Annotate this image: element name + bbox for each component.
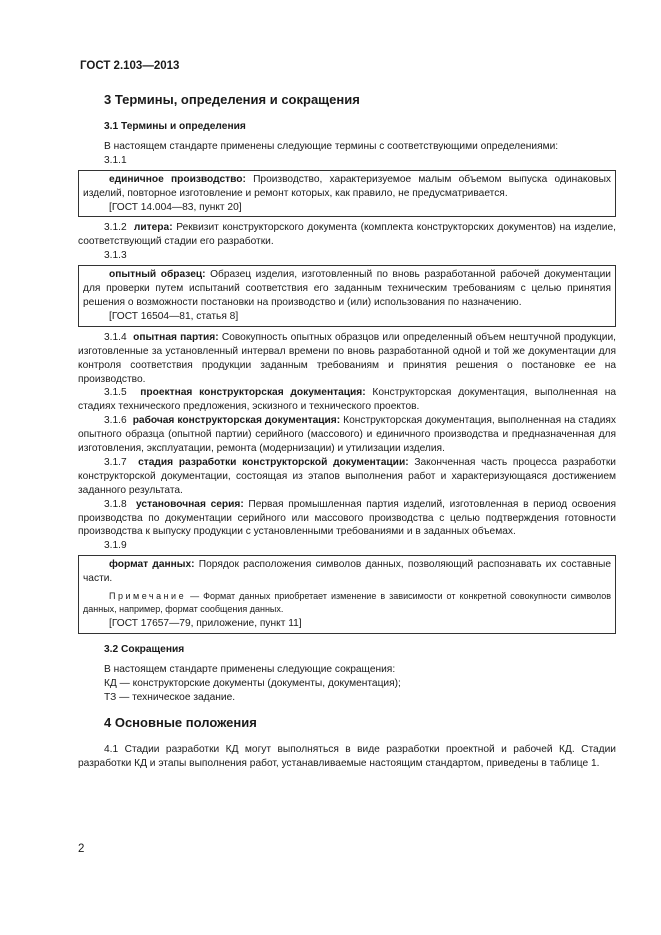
- term-3-1-2-paragraph: [78, 221, 616, 249]
- term-3-1-7-definition: Законченная часть процесса разработки конструкторской документации, состоящая из этапов выполнения работ и характеризующаяся достижением заданного результата.: [78, 456, 616, 496]
- term-3-1-8-paragraph: [78, 498, 616, 540]
- term-3-1-5-paragraph: [78, 386, 616, 414]
- term-3-1-8-definition: Первая промышленная партия изделий, изготовленная в период освоения производства по документации серийного или массового производства с целью подтверждения готовности производства к выпуску продукции с установленными требованиями и в заданных объемах.: [78, 498, 616, 538]
- term-3-1-9-paragraph: [83, 558, 611, 586]
- term-3-1-8-term: установочная серия:: [136, 498, 244, 510]
- term-3-1-3-paragraph: [83, 268, 611, 310]
- term-3-1-3-source: [ГОСТ 16504—81, статья 8]: [109, 310, 239, 322]
- term-3-1-5-definition: Конструкторская документация, выполненная на стадиях технического предложения, эскизного и технического проектов.: [78, 387, 616, 413]
- section-3-title: 3 Термины, определения и сокращения: [104, 92, 360, 107]
- term-3-1-2-definition: Реквизит конструкторского документа (комплекта конструкторских документов) на изделие, соответствующий стадии его разработки.: [78, 222, 616, 248]
- term-3-1-6-number: 3.1.6: [104, 415, 127, 427]
- term-3-1-1-paragraph: [83, 173, 611, 201]
- term-3-1-1-term: единичное производство:: [109, 173, 246, 185]
- term-3-1-1-box: [78, 170, 616, 218]
- term-3-1-2-term: литера:: [133, 222, 173, 234]
- section-3-2-title: 3.2 Сокращения: [104, 644, 185, 655]
- term-3-1-6-term: рабочая конструкторская документация:: [132, 415, 341, 427]
- term-3-1-6-definition: Конструкторская документация, выполненная на стадиях опытного образца (опытной партии) серийного (массового) и единичного производства и предназначенная для изготовления, эксплуатации, ремонта (модернизации) и утилизации изделия.: [78, 415, 616, 455]
- term-3-1-9-definition: Порядок расположения символов данных, позволяющий распознавать их составные части.: [83, 559, 611, 585]
- section-3-1-intro: В настоящем стандарте применены следующие термины с соответствующими определениями:: [104, 140, 559, 152]
- term-3-1-4-number: 3.1.4: [104, 331, 127, 343]
- document-header: ГОСТ 2.103—2013: [80, 60, 180, 72]
- abbreviation-tz: ТЗ — техническое задание.: [104, 691, 236, 703]
- term-3-1-9-source: [ГОСТ 17657—79, приложение, пункт 11]: [109, 618, 302, 630]
- term-3-1-9-note-text: — Формат данных приобретает изменение в зависимости от конкретной совокупности символов данных, например, формат сообщения данных.: [83, 591, 611, 614]
- page-content: [78, 92, 616, 770]
- term-3-1-4-definition: Совокупность опытных образцов или определенный объем нештучной продукции, изготовленные за установленный интервал времени по вновь разработанной одной и той же документации для контроля соответствия продукции заданным требованиям и принятия решения о постановке ее на производство.: [78, 331, 617, 385]
- term-3-1-1-definition: Производство, характеризуемое малым объемом выпуска одинаковых изделий, повторное изготовление и ремонт которых, как правило, не предусматривается.: [83, 173, 611, 199]
- term-3-1-9-number: 3.1.9: [104, 540, 127, 552]
- page-number: 2: [78, 843, 85, 855]
- term-3-1-9-box: [78, 555, 616, 634]
- term-3-1-4-term: опытная партия:: [133, 331, 219, 343]
- term-3-1-8-number: 3.1.8: [104, 498, 127, 510]
- term-3-1-3-box: [78, 265, 616, 327]
- term-3-1-1-number: 3.1.1: [104, 154, 127, 166]
- term-3-1-1-source: [ГОСТ 14.004—83, пункт 20]: [109, 201, 242, 213]
- term-3-1-7-paragraph: [78, 456, 616, 498]
- abbreviation-kd: КД — конструкторские документы (документы, документация);: [104, 677, 401, 689]
- section-3-1-title: 3.1 Термины и определения: [104, 121, 246, 132]
- term-3-1-4-paragraph: [78, 331, 616, 387]
- term-3-1-9-note-label: Примечание: [109, 591, 187, 602]
- term-3-1-3-definition: Образец изделия, изготовленный по вновь разработанной рабочей документации для проверки путем испытаний соответствия его заданным техническим требованиям с целью принятия решения о возможности постановки на производство и (или) использования по назначению.: [83, 269, 611, 308]
- section-4-1-paragraph: 4.1 Стадии разработки КД могут выполняться в виде разработки проектной и рабочей КД. Стадии разработки КД и этапы выполнения работ, устанавливаемые настоящим стандартом, приведены в таблице 1.: [78, 743, 616, 769]
- section-3-2-intro: В настоящем стандарте применены следующие сокращения:: [104, 663, 396, 675]
- section-4-title: 4 Основные положения: [104, 714, 257, 730]
- term-3-1-5-number: 3.1.5: [104, 387, 127, 399]
- term-3-1-2-number: 3.1.2: [104, 222, 127, 234]
- term-3-1-3-term: опытный образец:: [109, 269, 206, 281]
- term-3-1-6-paragraph: [78, 414, 616, 456]
- term-3-1-9-term: формат данных:: [109, 559, 195, 571]
- term-3-1-5-term: проектная конструкторская документация:: [140, 387, 366, 399]
- term-3-1-7-number: 3.1.7: [104, 456, 127, 468]
- term-3-1-7-term: стадия разработки конструкторской документации:: [138, 456, 409, 468]
- term-3-1-9-note: [83, 590, 611, 615]
- term-3-1-3-number: 3.1.3: [104, 250, 127, 262]
